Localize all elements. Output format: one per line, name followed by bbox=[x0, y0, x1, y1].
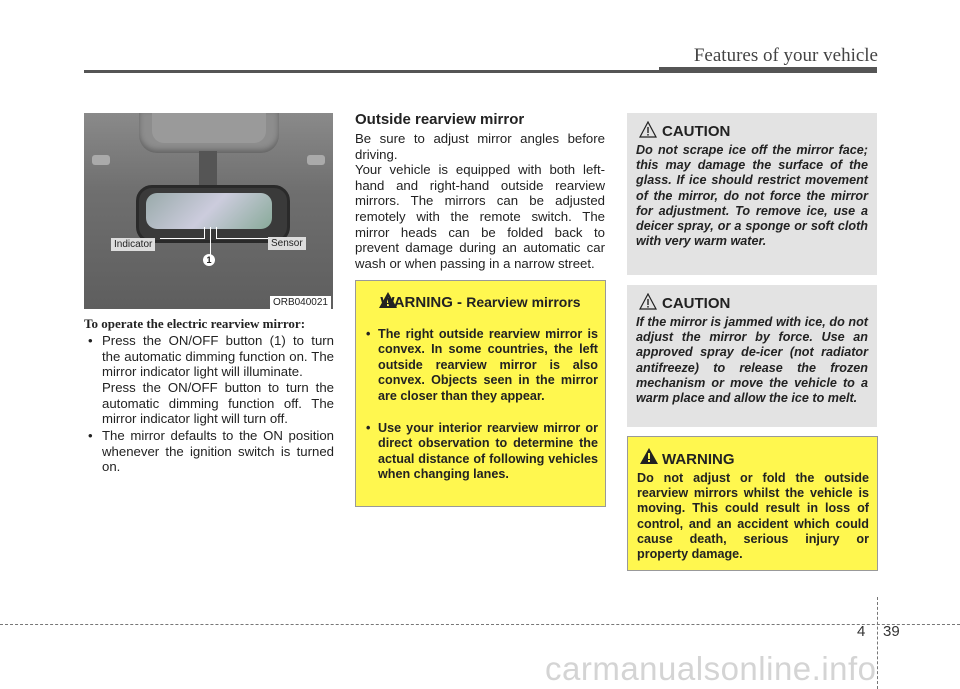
caution-box-ice-scrape bbox=[627, 113, 877, 275]
list-item-text: Use your interior rearview mirror or direct observation to determine the actual distance of following vehicles when changing lanes. bbox=[378, 421, 598, 482]
header-rule-thick bbox=[659, 67, 877, 73]
bullet-dot: • bbox=[88, 428, 93, 443]
list-item-text: The mirror defaults to the ON position whenever the ignition switch is turned on. bbox=[102, 428, 334, 475]
bullet-dot: • bbox=[88, 333, 93, 348]
warning-title bbox=[356, 294, 605, 311]
outside-mirror-text bbox=[355, 131, 605, 271]
visor-clip-right bbox=[307, 155, 325, 165]
paragraph: Your vehicle is equipped with both left-hand and right-hand outside rearview mirrors. The mirrors can be adjusted remotely with the remote switch. The mirror heads can be folded back to prevent damage during an automatic car wash or when passing in a narrow street. bbox=[355, 162, 605, 271]
mirror-photo bbox=[84, 113, 333, 309]
list-item-text: Press the ON/OFF button (1) to turn the automatic dimming function on. The mirror indicator light will illuminate. bbox=[102, 333, 334, 380]
paragraph: Be sure to adjust mirror angles before driving. bbox=[355, 131, 605, 162]
bullet-dot: • bbox=[366, 327, 371, 341]
chapter-number: 4 bbox=[857, 623, 866, 640]
caution-triangle-outline-icon bbox=[639, 293, 657, 310]
callout-line-sensor-v bbox=[216, 227, 217, 239]
warning-title-main: WARNING - bbox=[380, 294, 467, 311]
warning-title-sub: Rearview mirrors bbox=[466, 294, 581, 310]
outside-mirror-heading: Outside rearview mirror bbox=[355, 111, 525, 128]
caution-text: If the mirror is jammed with ice, do not adjust the mirror by force. Use an approved spray de-icer (not radiator antifreeze) to release the frozen mechanism or move the vehicle to a warm place and allow the ice to melt. bbox=[636, 315, 868, 406]
section-title: Features of your vehicle bbox=[693, 45, 878, 66]
warning-text: Do not adjust or fold the outside rearview mirrors whilst the vehicle is moving. This could result in loss of control, and an accident which could cause death, serious injury or property damage. bbox=[637, 471, 869, 562]
overhead-lamp-lens bbox=[152, 113, 266, 143]
visor-clip-left bbox=[92, 155, 110, 165]
warning-triangle-solid-icon bbox=[640, 448, 658, 464]
callout-line-indicator-v bbox=[204, 227, 205, 239]
callout-line-button bbox=[210, 227, 211, 257]
caution-box-jammed bbox=[627, 285, 877, 427]
callout-line-indicator bbox=[160, 238, 204, 239]
warning-box-rearview bbox=[355, 280, 606, 507]
label-indicator: Indicator bbox=[111, 238, 155, 251]
list-item-text: The right outside rearview mirror is convex. In some countries, the left outside rearview mirror is also convex. Objects seen in the mirror are closer than they appear. bbox=[378, 327, 598, 403]
caution-title: CAUTION bbox=[662, 123, 731, 140]
caution-title: CAUTION bbox=[662, 295, 731, 312]
callout-line-sensor bbox=[216, 238, 268, 239]
warning-box-fold bbox=[627, 436, 878, 571]
callout-number: 1 bbox=[203, 254, 215, 266]
label-sensor: Sensor bbox=[268, 237, 306, 250]
caution-text: Do not scrape ice off the mirror face; this may damage the surface of the glass. If ice should restrict movement of the mirror, do not force the mirror for adjustment. To remove ice, use a deicer spray, or a sponge or soft cloth with very warm water. bbox=[636, 143, 868, 249]
watermark: carmanualsonline.info bbox=[545, 650, 877, 687]
page-number: 39 bbox=[883, 623, 900, 640]
image-code: ORB040021 bbox=[270, 296, 331, 309]
footer-divider bbox=[877, 597, 878, 689]
mirror-stem bbox=[199, 151, 217, 187]
operate-heading: To operate the electric rearview mirror: bbox=[84, 316, 306, 331]
mirror-glass bbox=[146, 193, 272, 229]
list-item-text: Press the ON/OFF button to turn the automatic dimming function off. The mirror indicator light will turn off. bbox=[102, 380, 334, 427]
caution-triangle-outline-icon bbox=[639, 121, 657, 138]
bullet-dot: • bbox=[366, 421, 371, 435]
footer-rule bbox=[0, 624, 960, 625]
warning-title: WARNING bbox=[662, 451, 735, 468]
